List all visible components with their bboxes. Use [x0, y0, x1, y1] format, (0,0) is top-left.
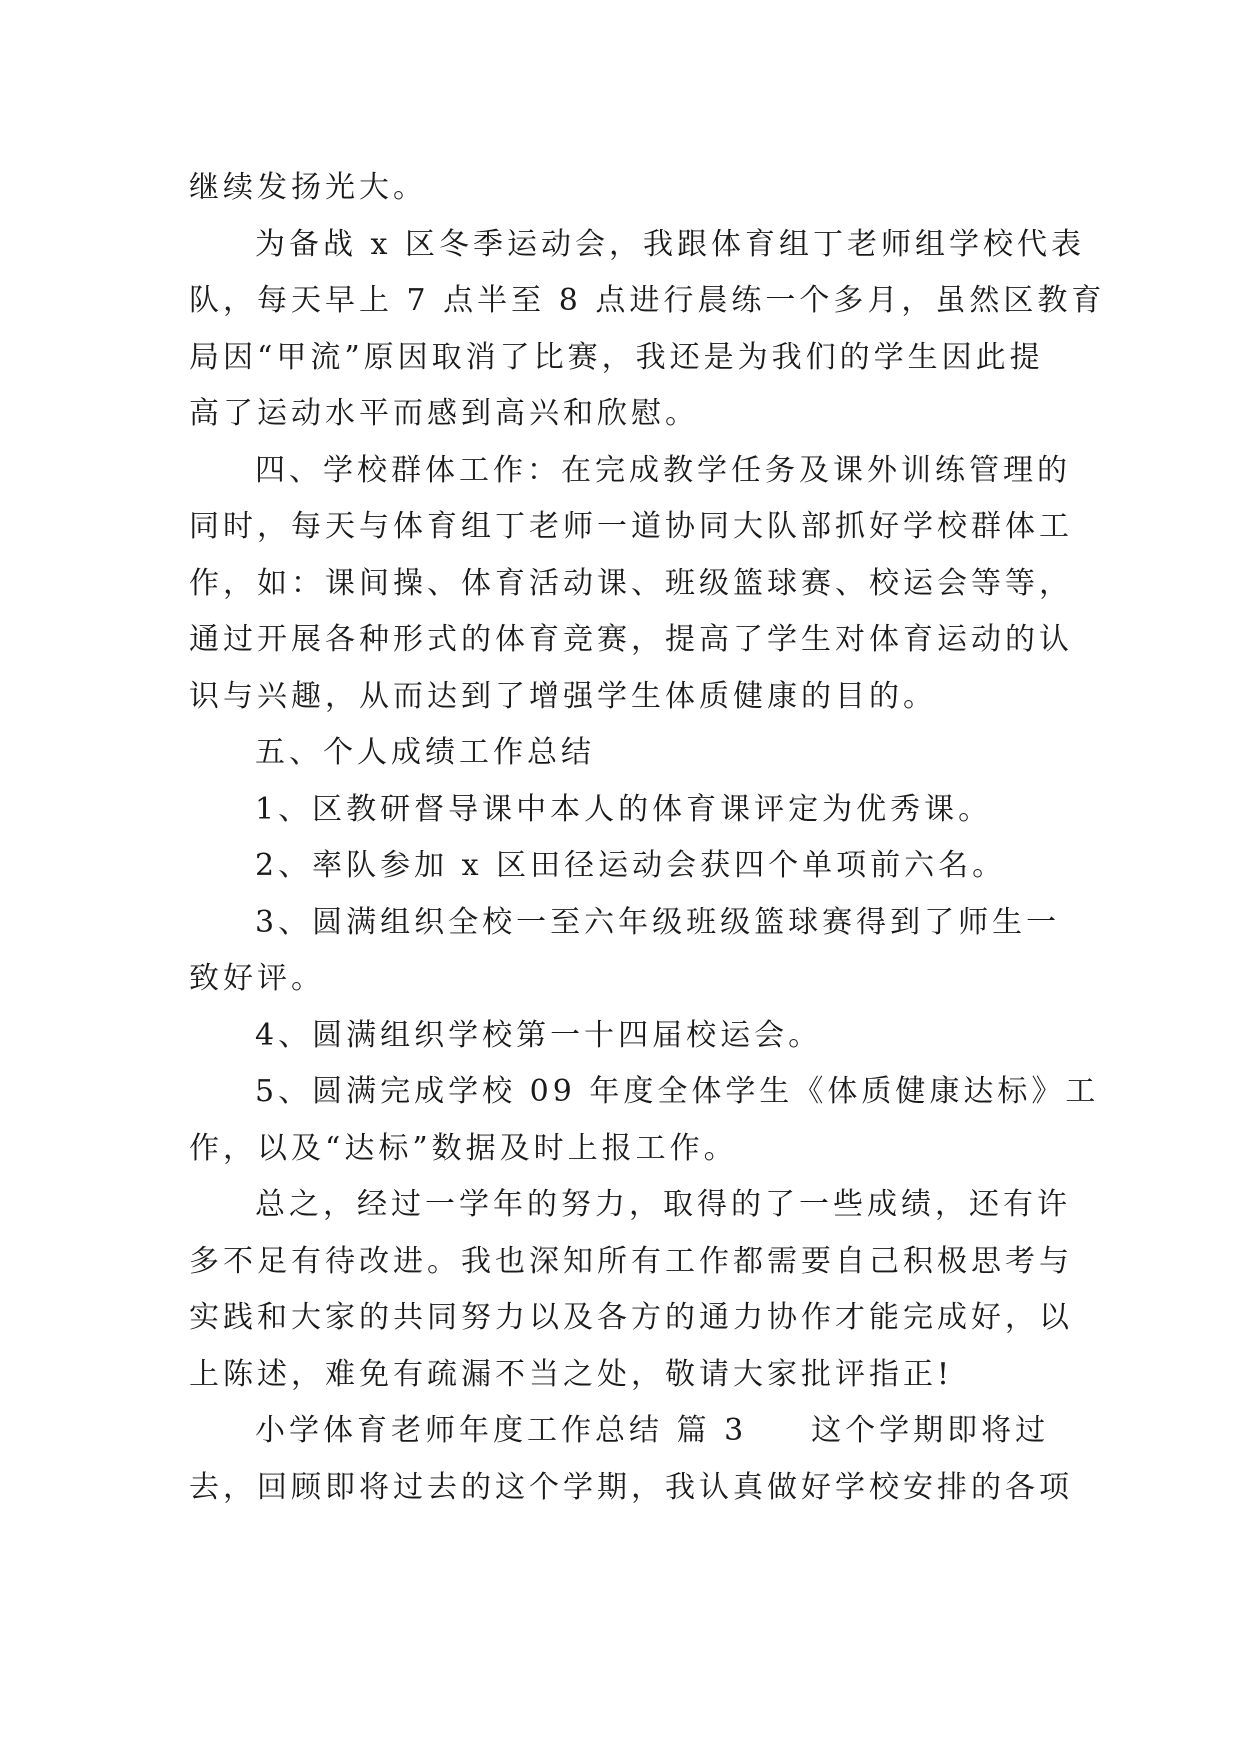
text-line: 通过开展各种形式的体育竞赛，提高了学生对体育运动的认	[189, 622, 1073, 657]
text-line: 队，每天早上 7 点半至 8 点进行晨练一个多月，虽然区教育	[189, 283, 1106, 318]
section-heading: 五、个人成绩工作总结	[255, 735, 595, 770]
article-title: 小学体育老师年度工作总结 篇 3	[255, 1413, 748, 1448]
text-line: 作，以及“达标”数据及时上报工作。	[189, 1130, 738, 1166]
text-line: 多不足有待改进。我也深知所有工作都需要自己积极思考与	[189, 1243, 1073, 1279]
text-line: 局因“甲流”原因取消了比赛，我还是为我们的学生因此提	[189, 339, 1044, 375]
text-line: 四、学校群体工作：在完成教学任务及课外训练管理的	[255, 452, 1071, 488]
list-item: 1、区教研督导课中本人的体育课评定为优秀课。	[255, 791, 993, 827]
article-text-start: 这个学期即将过	[811, 1413, 1050, 1448]
text-line: 致好评。	[189, 961, 325, 996]
document-body	[189, 160, 1106, 1516]
list-item: 2、率队参加 x 区田径运动会获四个单项前六名。	[255, 848, 1007, 883]
text-line: 为备战 x 区冬季运动会，我跟体育组丁老师组学校代表	[255, 226, 1085, 262]
list-item: 5、圆满完成学校 09 年度全体学生《体质健康达标》工	[255, 1074, 1100, 1109]
text-line: 同时，每天与体育组丁老师一道协同大队部抓好学校群体工	[189, 509, 1073, 544]
text-line: 作，如：课间操、体育活动课、班级篮球赛、校运会等等，	[189, 565, 1073, 601]
text-line: 上陈述，难免有疏漏不当之处，敬请大家批评指正!	[189, 1356, 954, 1392]
text-line: 总之，经过一学年的努力，取得的了一些成绩，还有许	[255, 1187, 1071, 1222]
heading-line	[189, 1403, 1059, 1460]
text-line: 高了运动水平而感到高兴和欣慰。	[189, 396, 699, 431]
list-item: 4、圆满组织学校第一十四届校运会。	[255, 1017, 823, 1053]
text-line: 实践和大家的共同努力以及各方的通力协作才能完成好，以	[189, 1300, 1073, 1335]
list-item: 3、圆满组织全校一至六年级班级篮球赛得到了师生一	[255, 904, 1061, 940]
text-line: 识与兴趣，从而达到了增强学生体质健康的目的。	[189, 678, 937, 714]
text-line: 去，回顾即将过去的这个学期，我认真做好学校安排的各项	[189, 1469, 1073, 1505]
text-line: 继续发扬光大。	[189, 170, 427, 205]
